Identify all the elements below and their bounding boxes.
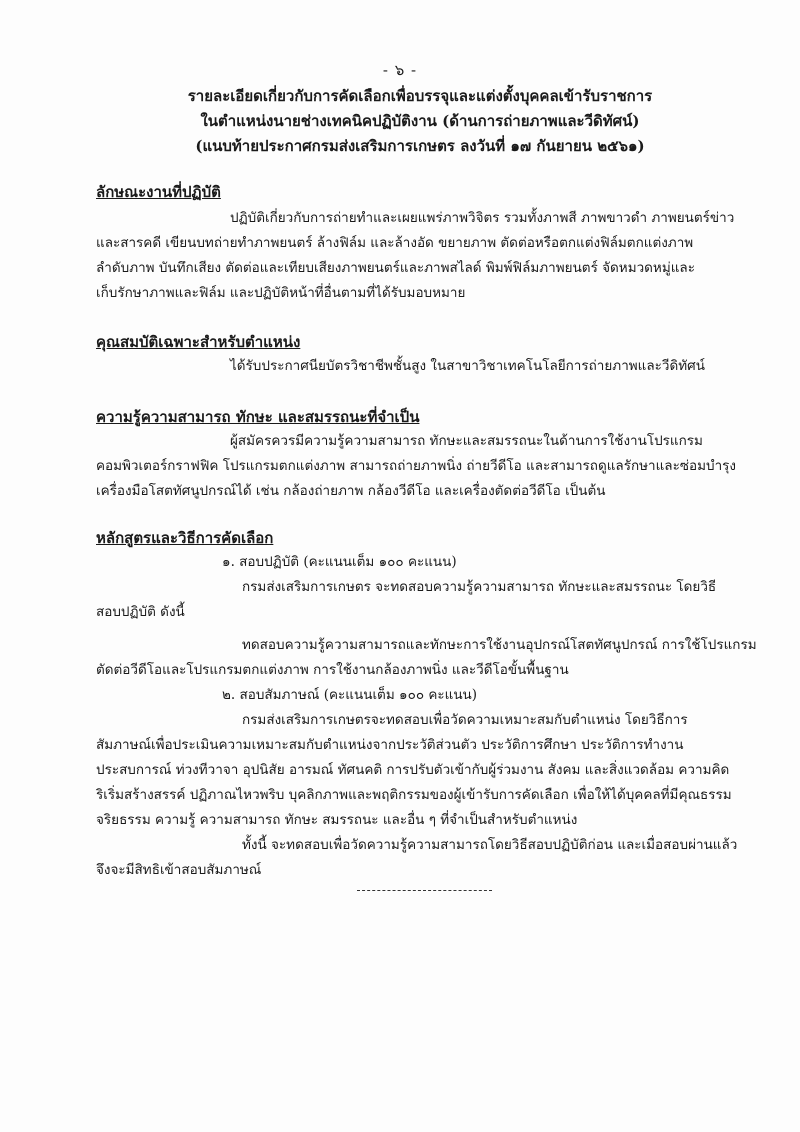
text-line: ตัดต่อวีดีโอและโปรแกรมตกแต่งภาพ การใช้งานกล้องภาพนิ่ง และวีดีโอขั้นพื้นฐาน xyxy=(96,662,569,678)
page-number: - ๖ - xyxy=(382,61,418,79)
text-line: จริยธรรม ความรู้ ความสามารถ ทักษะ สมรรถนะ และอื่น ๆ ที่จำเป็นสำหรับตำแหน่ง xyxy=(96,812,578,828)
text-line: ปฏิบัติเกี่ยวกับการถ่ายทำและเผยแพร่ภาพวิจิตร รวมทั้งภาพสี ภาพขาวดำ ภาพยนตร์ข่าว xyxy=(230,210,735,226)
text-line: ประสบการณ์ ท่วงทีวาจา อุปนิสัย อารมณ์ ทัศนคติ การปรับตัวเข้ากับผู้ร่วมงาน สังคม และสิ่งแวดล้อม ความคิด xyxy=(96,762,730,778)
para-competencies xyxy=(96,429,736,504)
para-job-nature xyxy=(96,206,734,306)
para-selection-item1 xyxy=(96,550,757,683)
text-line: สัมภาษณ์เพื่อประเมินความเหมาะสมกับตำแหน่งจากประวัติส่วนตัว ประวัติการศึกษา ประวัติการทำงาน xyxy=(96,737,684,753)
text-line: ผู้สมัครควรมีความรู้ความสามารถ ทักษะและสมรรถนะในด้านการใช้งานโปรแกรม xyxy=(230,433,703,449)
text-line: ริเริ่มสร้างสรรค์ ปฏิภาณไหวพริบ บุคลิกภาพและพฤติกรรมของผู้เข้ารับการคัดเลือก เพื่อให้ได้บุคคลที่มีคุณธรรม xyxy=(96,787,732,803)
text-line: คอมพิวเตอร์กราฟฟิค โปรแกรมตกแต่งภาพ สามารถถ่ายภาพนิ่ง ถ่ายวีดีโอ และสามารถดูแลรักษาและซ่อมบำรุง xyxy=(96,458,736,474)
para-qualifications xyxy=(230,354,705,379)
text-line: กรมส่งเสริมการเกษตร จะทดสอบความรู้ความสามารถ ทักษะและสมรรถนะ โดยวิธี xyxy=(242,579,717,595)
text-line: เก็บรักษาภาพและฟิล์ม และปฏิบัติหน้าที่อื่นตามที่ได้รับมอบหมาย xyxy=(96,285,466,301)
heading-selection: หลักสูตรและวิธีการคัดเลือก xyxy=(96,529,274,547)
text-line: และสารคดี เขียนบทถ่ายทำภาพยนตร์ ล้างฟิล์ม และล้างอัด ขยายภาพ ตัดต่อหรือตกแต่งฟิล์มตกแต่งภาพ xyxy=(96,235,694,251)
title-line-2: ในตำแหน่งนายช่างเทคนิคปฏิบัติงาน (ด้านการถ่ายภาพและวีดิทัศน์) xyxy=(200,112,640,130)
heading-job-nature: ลักษณะงานที่ปฏิบัติ xyxy=(96,183,221,201)
text-line: กรมส่งเสริมการเกษตรจะทดสอบเพื่อวัดความเหมาะสมกับตำแหน่ง โดยวิธีการ xyxy=(242,712,688,728)
text-line: จึงจะมีสิทธิเข้าสอบสัมภาษณ์ xyxy=(96,862,262,878)
selection-item1-title: ๑. สอบปฏิบัติ (คะแนนเต็ม ๑๐๐ คะแนน) xyxy=(222,554,457,570)
document-title xyxy=(120,84,720,159)
end-separator xyxy=(357,890,492,891)
title-line-3: (แนบท้ายประกาศกรมส่งเสริมการเกษตร ลงวันที่ ๑๗ กันยายน ๒๕๖๑) xyxy=(195,137,645,155)
selection-item2-title: ๒. สอบสัมภาษณ์ (คะแนนเต็ม ๑๐๐ คะแนน) xyxy=(222,687,478,703)
text-line: ทดสอบความรู้ความสามารถและทักษะการใช้งานอุปกรณ์โสตทัศนูปกรณ์ การใช้โปรแกรม xyxy=(242,637,757,653)
text-line: ได้รับประกาศนียบัตรวิชาชีพชั้นสูง ในสาขาวิชาเทคโนโลยีการถ่ายภาพและวีดิทัศน์ xyxy=(230,358,705,374)
text-line: สอบปฏิบัติ ดังนี้ xyxy=(96,604,185,620)
heading-competencies: ความรู้ความสามารถ ทักษะ และสมรรถนะที่จำเป็น xyxy=(96,408,420,426)
title-line-1: รายละเอียดเกี่ยวกับการคัดเลือกเพื่อบรรจุและแต่งตั้งบุคคลเข้ารับราชการ xyxy=(187,87,653,105)
text-line: ทั้งนี้ จะทดสอบเพื่อวัดความรู้ความสามารถโดยวิธีสอบปฏิบัติก่อน และเมื่อสอบผ่านแล้ว xyxy=(242,837,738,853)
text-line: ลำดับภาพ บันทึกเสียง ตัดต่อและเทียบเสียงภาพยนตร์และภาพสไลด์ พิมพ์ฟิล์มภาพยนตร์ จัดหมวดหมู่และ xyxy=(96,260,695,276)
heading-qualifications: คุณสมบัติเฉพาะสำหรับตำแหน่ง xyxy=(96,333,301,351)
para-selection-item2 xyxy=(96,683,737,883)
text-line: เครื่องมือโสตทัศนูปกรณ์ได้ เช่น กล้องถ่ายภาพ กล้องวีดีโอ และเครื่องตัดต่อวีดีโอ เป็นต้น xyxy=(96,483,606,499)
